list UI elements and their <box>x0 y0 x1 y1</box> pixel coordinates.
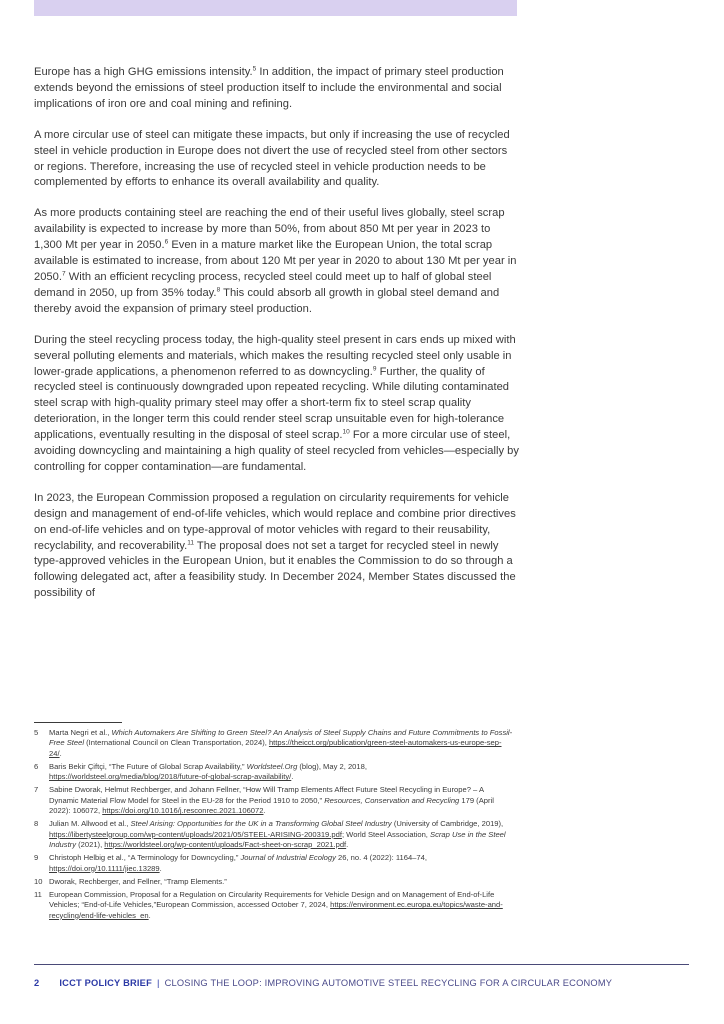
body-text <box>34 65 519 617</box>
footnote-7 <box>34 785 514 816</box>
footnote-number: 6 <box>34 761 39 771</box>
footnote-ref[interactable]: 11 <box>187 538 194 546</box>
footnotes <box>34 728 514 924</box>
footnote-number: 11 <box>34 890 42 900</box>
footnote-text: Marta Negri et al., Which Automakers Are Shifting to Green Steel? An Analysis of Steel Supply Chains and Future Commitments to Fossil-Free Steel (International Council on Clean Transportation, 2024), https://theicct.org/publication/green-steel-automakers-us-europe-sep-24/. <box>49 728 513 758</box>
page-footer <box>34 977 612 989</box>
footnote-link[interactable]: https://theicct.org/publication/green-steel-automakers-us-europe-sep-24/ <box>49 738 502 758</box>
header-color-band <box>34 0 517 16</box>
footer-divider <box>34 964 689 965</box>
footnote-8 <box>34 819 514 850</box>
paragraph-1: Europe has a high GHG emissions intensity.$^5$ In addition, the impact of primary steel production extends beyond the emissions of steel production itself to include the environmental and social implications of iron ore and coal mining and refining. <box>34 65 504 110</box>
footnote-number: 8 <box>34 819 39 829</box>
footnote-ref[interactable]: 7 <box>61 270 66 278</box>
footnote-link[interactable]: https://libertysteelgroup.com/wp-content/uploads/2021/05/STEEL-ARISING-200319.pdf <box>49 829 342 839</box>
footnote-6 <box>34 762 514 783</box>
footnote-ref[interactable]: 9 <box>372 364 377 372</box>
footnote-10 <box>34 877 514 887</box>
footnote-5 <box>34 728 514 759</box>
report-title: CLOSING THE LOOP: IMPROVING AUTOMOTIVE STEEL RECYCLING FOR A CIRCULAR ECONOMY <box>164 978 613 988</box>
footnote-ref[interactable]: 10 <box>342 428 350 436</box>
footnote-link[interactable]: https://worldsteel.org/media/blog/2018/future-of-global-scrap-availability/ <box>49 772 292 782</box>
footnote-9 <box>34 853 514 874</box>
footnote-divider <box>34 722 122 723</box>
footnote-link[interactable]: https://environment.ec.europa.eu/topics/waste-and-recycling/end-life-vehicles_en <box>49 900 503 920</box>
footnote-ref[interactable]: 8 <box>216 286 221 294</box>
footnote-link[interactable]: https://worldsteel.org/wp-content/uploads/Fact-sheet-on-scrap_2021.pdf <box>104 839 347 849</box>
footnote-ref[interactable]: 5 <box>252 65 257 73</box>
paragraph-5: In 2023, the European Commission proposed a regulation on circularity requirements for vehicle design and management of end-of-life vehicles, which would replace and combine prior directives on end-of-life vehicles and on type-approval of motor vehicles with regard to their reusability, recyclability, and recoverability.$^{11}$ The proposal does not set a target for recycled steel in newly type-approved vehicles in the European Union, but it enables the Commission to do so through a following delegated act, after a feasibility study. In December 2024, Member States discussed the possibility of <box>34 491 516 600</box>
footnote-link[interactable]: https://doi.org/10.1111/jiec.13289 <box>49 863 160 873</box>
footnote-number: 10 <box>34 876 43 886</box>
footnote-text: Christoph Helbig et al., “A Terminology for Downcycling,” Journal of Industrial Ecology 26, no. 4 (2022): 1164–74, https://doi.org/10.1111/jiec.13289. <box>49 853 427 873</box>
footnote-ref[interactable]: 6 <box>164 238 169 246</box>
footnote-number: 5 <box>34 728 39 737</box>
page-number: 2 <box>34 978 40 988</box>
footnote-text: European Commission, Proposal for a Regulation on Circularity Requirements for Vehicle Design and on Management of End-of-Life Vehicles; “End-of-Life Vehicles,”European Commission, accessed October 7, 2024, https://environment.ec.europa.eu/topics/waste-and-recycling/end-life-vehicles_en. <box>49 890 503 920</box>
footnote-text: Dworak, Rechberger, and Fellner, “Tramp Elements.” <box>49 876 227 886</box>
paragraph-3: As more products containing steel are reaching the end of their useful lives globally, steel scrap availability is expected to increase by more than 50%, from about 850 Mt per year in 2023 to 1,300 Mt per year in 2050.$^6$ Even in a mature market like the European Union, the total scrap available is estimated to increase, from about 120 Mt per year in 2020 to about 130 Mt per year in 2050.$^7$ With an efficient recycling process, recycled steel could meet up to half of global steel demand in 2050, up from 35% today.$^8$ This could absorb all growth in global steel demand and thereby avoid the expansion of primary steel production. <box>34 207 517 315</box>
publication-type: ICCT POLICY BRIEF <box>59 978 152 988</box>
footnote-text: Sabine Dworak, Helmut Rechberger, and Johann Fellner, “How Will Tramp Elements Affect Future Steel Recycling in Europe? – A Dynamic Material Flow Model for Steel in the EU-28 for the Period 1910 to 2050,” Resources, Conservation and Recycling 179 (April 2022): 106072, https://doi.org/10.1016/j.resconrec.2021.106072. <box>49 785 494 816</box>
paragraph-2: A more circular use of steel can mitigate these impacts, but only if increasing the use of recycled steel in vehicle production in Europe does not divert the use of recycled steel from other sectors or regions. Therefore, increasing the use of recycled steel in vehicle production needs to be complemented by efforts to enhance its overall availability and quality. <box>34 128 510 189</box>
paragraph-4: During the steel recycling process today, the high-quality steel present in cars ends up mixed with several polluting elements and materials, which makes the resulting recycled steel only usable in lower-grade applications, a phenomenon referred to as downcycling.$^9$ Further, the quality of recycled steel is continuously downgraded upon repeated recycling. While diluting contaminated steel scrap with high-quality primary steel may offer a short-term fix to steel scrap quality deterioration, in the longer term this could render steel scrap unsuitable even for high-tolerance applications, eventually resulting in the disposal of steel scrap.$^{10}$ For a more circular use of steel, avoiding downcycling and maintaining a high quality of steel recycled from vehicles—especially by controlling for copper contamination—are fundamental. <box>34 333 519 473</box>
footnote-number: 9 <box>34 853 39 863</box>
footnote-text: Julian M. Allwood et al., Steel Arising: Opportunities for the UK in a Transforming Global Steel Industry (University of Cambridge, 2019), https://libertysteelgroup.com/wp-content/uploads/2021/05/STEEL-ARISING-200319.pdf; World Steel Association, Scrap Use in the Steel Industry (2021), https://worldsteel.org/wp-content/uploads/Fact-sheet-on-scrap_2021.pdf. <box>49 819 506 849</box>
footnote-text: Baris Bekir Çiftçi, “The Future of Global Scrap Availability,” Worldsteel.Org (blog), May 2, 2018, https://worldsteel.org/media/blog/2018/future-of-global-scrap-availability/. <box>49 761 367 782</box>
footer-separator: | <box>156 978 160 988</box>
footnote-link[interactable]: https://doi.org/10.1016/j.resconrec.2021.106072 <box>102 806 264 816</box>
footnote-11 <box>34 890 514 921</box>
footnote-number: 7 <box>34 785 39 795</box>
